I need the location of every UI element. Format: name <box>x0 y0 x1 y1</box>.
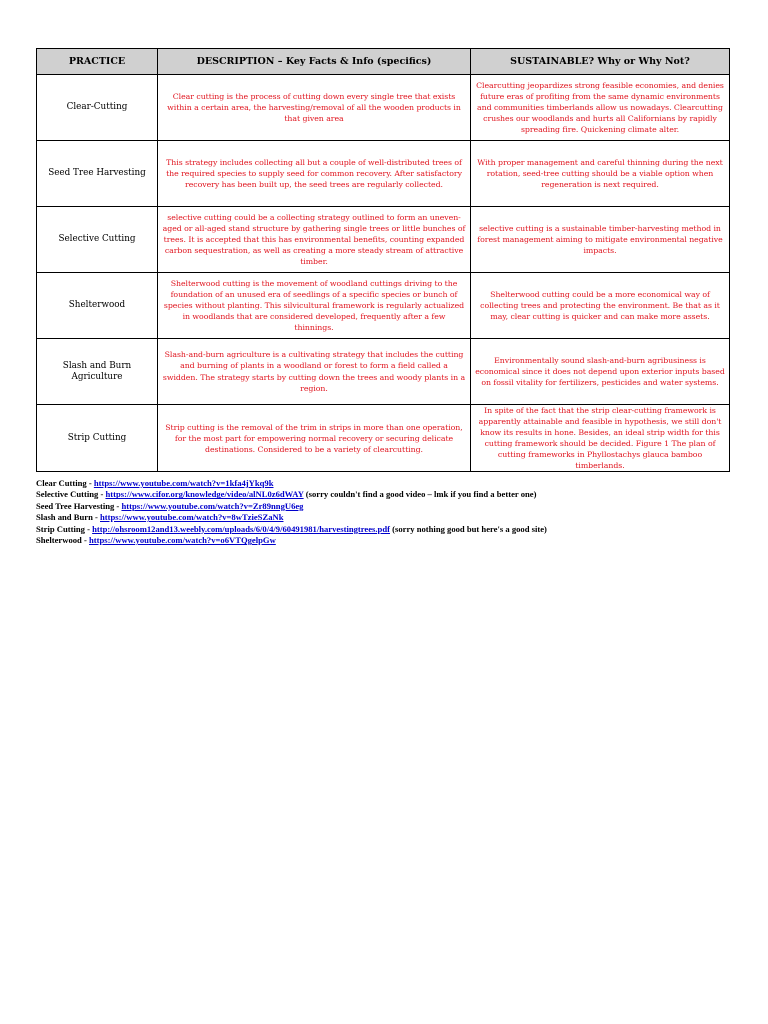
practice-cell: Slash and Burn Agriculture <box>37 339 158 405</box>
link-url[interactable]: https://www.youtube.com/watch?v=Zr89nngU6eg <box>121 500 304 511</box>
practice-cell: Strip Cutting <box>37 405 158 472</box>
link-line-selective-cutting <box>36 489 736 500</box>
link-note: (sorry couldn't find a good video – lmk if you find a better one) <box>303 489 537 500</box>
sustainable-cell: In spite of the fact that the strip clear-cutting framework is apparently attainable and feasible in hypothesis, we still don't know its results in hone. Besides, an ideal strip width for this cutting framework should be decided. Figure 1 The plan of cutting frameworks in Phyllostachys glauca bamboo timberlands. <box>471 405 730 472</box>
header-description: DESCRIPTION – Key Facts & Info (specifics) <box>158 49 471 75</box>
link-line-slash-and-burn <box>36 512 736 523</box>
link-line-clear-cutting <box>36 478 736 489</box>
link-label: Strip Cutting - <box>36 523 93 534</box>
link-url[interactable]: https://www.cifor.org/knowledge/video/alNL0z6dWAY <box>105 489 304 500</box>
description-cell: Slash-and-burn agriculture is a cultivating strategy that includes the cutting and burning of plants in a woodland or forest to form a field called a swidden. The strategy starts by cutting down the trees and woody plants in a region. <box>158 339 471 405</box>
link-line-seed-tree-harvesting <box>36 501 736 512</box>
table-row <box>37 141 730 207</box>
link-line-shelterwood <box>36 535 736 546</box>
link-url[interactable]: https://www.youtube.com/watch?v=1kfa4jYkq9k <box>93 478 274 488</box>
sustainable-cell: Clearcutting jeopardizes strong feasible economies, and denies future eras of profiting from the same dynamic environments and communities timberlands allow us nowadays. Clearcutting crushes our woodlands and hurts all Californians by rapidly spreading fire. Quickening climate alter. <box>471 75 730 141</box>
practices-table <box>36 48 730 472</box>
header-practice: PRACTICE <box>37 49 158 75</box>
table-row <box>37 207 730 273</box>
table-header-row <box>37 49 730 75</box>
practice-cell: Clear-Cutting <box>37 75 158 141</box>
sustainable-cell: selective cutting is a sustainable timber-harvesting method in forest management aiming to mitigate environmental negative impacts. <box>471 207 730 273</box>
link-label: Slash and Burn - <box>36 512 101 523</box>
practice-cell: Seed Tree Harvesting <box>37 141 158 207</box>
practice-cell: Selective Cutting <box>37 207 158 273</box>
link-label: Clear Cutting - <box>36 478 94 488</box>
link-label: Selective Cutting - <box>36 489 106 500</box>
link-url[interactable]: https://www.youtube.com/watch?v=o6VTQgelpGw <box>89 535 276 546</box>
link-label: Seed Tree Harvesting - <box>36 500 122 511</box>
table-row <box>37 75 730 141</box>
description-cell: Clear cutting is the process of cutting down every single tree that exists within a certain area, the harvesting/removal of all the wooden products in that given area <box>158 75 471 141</box>
practice-cell: Shelterwood <box>37 273 158 339</box>
table-row <box>37 273 730 339</box>
sustainable-cell: Environmentally sound slash-and-burn agribusiness is economical since it does not depend upon exterior inputs based on fossil vitality for fertilizers, pesticides and water systems. <box>471 339 730 405</box>
table-row <box>37 405 730 472</box>
resource-links <box>36 478 736 546</box>
link-url[interactable]: http://ohsroom12and13.weebly.com/uploads/6/0/4/9/60491981/harvestingtrees.pdf <box>92 523 390 534</box>
description-cell: Strip cutting is the removal of the trim in strips in more than one operation, for the most part for empowering normal recovery or securing delicate destinations. Considered to be a variety of clearcutting. <box>158 405 471 472</box>
table-row <box>37 339 730 405</box>
description-cell: selective cutting could be a collecting strategy outlined to form an uneven-aged or all-aged stand structure by gathering single trees or little bunches of trees. It is accepted that this has environmental benefits, counting expanded carbon sequestration, as well as creating a more steady stream of attractive timber. <box>158 207 471 273</box>
link-url[interactable]: https://www.youtube.com/watch?v=8wTzieSZaNk <box>100 512 284 523</box>
link-note: (sorry nothing good but here's a good site) <box>389 523 547 534</box>
sustainable-cell: With proper management and careful thinning during the next rotation, seed-tree cutting should be a viable option when regeneration is next required. <box>471 141 730 207</box>
header-sustainable: SUSTAINABLE? Why or Why Not? <box>471 49 730 75</box>
link-line-strip-cutting <box>36 524 736 535</box>
description-cell: Shelterwood cutting is the movement of woodland cuttings driving to the foundation of an unused era of seedlings of a specific species or bunch of species without planting. This silvicultural framework is regularly actualized in woodlands that are considered developed, frequently after a few thinnings. <box>158 273 471 339</box>
link-label: Shelterwood - <box>36 535 89 546</box>
description-cell: This strategy includes collecting all but a couple of well-distributed trees of the required species to supply seed for common recovery. After satisfactory recovery has been built up, the seed trees are regularly collected. <box>158 141 471 207</box>
sustainable-cell: Shelterwood cutting could be a more economical way of collecting trees and protecting the environment. Be that as it may, clear cutting is quicker and can make more assets. <box>471 273 730 339</box>
